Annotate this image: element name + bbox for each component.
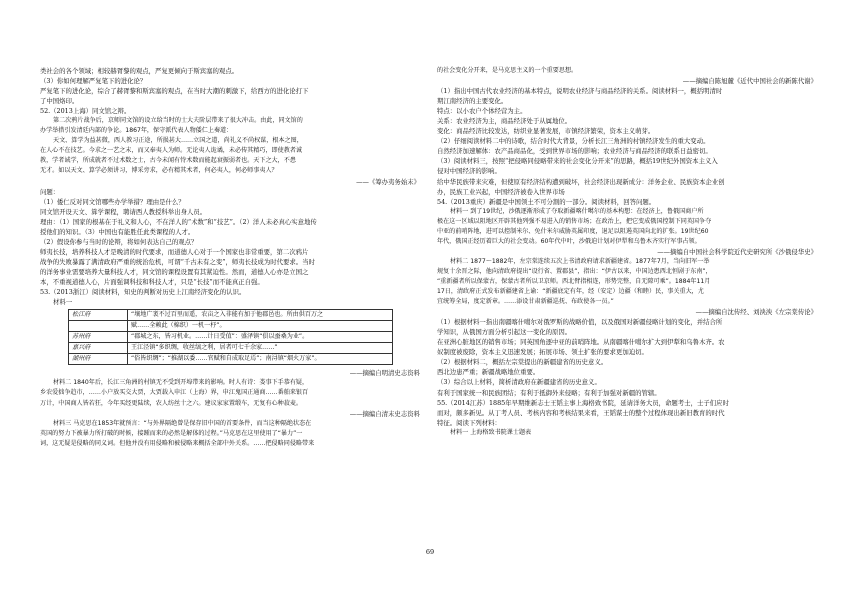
question-line: 侵对中国经济的影响。 xyxy=(437,167,501,176)
source-citation: ——摘编自沈传经、刘泱泱《左宗棠传论》 xyxy=(695,308,817,317)
answer-line: 有利于国家统一和民族团结；有利于抵御外来侵略；有利于加强对新疆的管辖。 xyxy=(437,388,661,397)
table-row xyxy=(69,321,393,332)
source-citation: ——摘编自清末史志资料 xyxy=(349,409,420,418)
table-cell-description: “郡城之东，皆习机业。……计日受值”：盛泽镇“俱以蚕桑为业”。 xyxy=(128,332,393,343)
material-line: 万计，中国商人皆若狂，今年买经更陆续，农人纺丝十之六。建议家家置缎车，无复有心种菽麦。 xyxy=(40,399,303,407)
material-label: 材料一 上海格致书院课士题表 xyxy=(450,428,532,436)
material-line: 材料二 1877～1882年，左宗棠连续五次上书清政府请求新疆建省。1877年7月，当向旧军一举 xyxy=(450,257,710,265)
table-cell-description: “俗皆织绸”；“推湖以委……官赋和自成取足焉”；南浔镇“烟火万家”。 xyxy=(128,354,393,365)
question-line: （2）根据材料二，概括左宗棠提出的新疆建省的历史意义。 xyxy=(437,358,608,367)
table-row xyxy=(69,354,393,365)
text-line: 而对，颇多新见。从丁考人员、考核内容和考核结果来看，王韬谋士的整个过程体现出新旧教育的时代 xyxy=(437,408,725,417)
answer-line: 西北边患严重；新疆战略地位重要。 xyxy=(437,368,540,377)
answer-line: 战争的失败暴露了满清政府严重的统治危机，可谓“千古未有之变”，师夷长技成为时代要求。当时 xyxy=(40,257,315,266)
table-cell-prefecture: 湖州府 xyxy=(69,354,128,365)
table-cell-description: 赋……全赖此（棉织）一机一杼”。 xyxy=(128,321,393,332)
right-column xyxy=(437,66,817,438)
answer-line: 了中国烙印。 xyxy=(40,97,79,106)
answer-line: 授他们的知识。（3）中国也有能胜任此类课程的人才。 xyxy=(40,227,195,236)
question-line: （3）综合以上材料，简析清政府在新疆建省的历史意义。 xyxy=(437,378,601,387)
material-line: 极在这一区域以阻地区开辟其他列强不易进入的销售市场；在政治上，把它变成俄国控制下同英国争夺 xyxy=(437,217,712,225)
answer-line: 特点：以小农户个体经营为主。 xyxy=(437,107,527,116)
source-citation: ——摘编自中国社会科学院近代史研究所《沙俄侵华史》 xyxy=(657,247,817,256)
quote-line: 无才。如以天文、算学必须讲习，博采旁求，必有精其术者，何必夷人，何必师事夷人？ xyxy=(40,167,278,175)
material-line: “重新疆者所以保蒙古，保蒙古者所以卫京师。西北臂指相连，形势完整，自无隙可乘”。1884年11月 xyxy=(437,277,711,285)
table-cell-prefecture: 嘉兴府 xyxy=(69,343,128,354)
source-citation: ——摘编自陈旭麓《近代中国社会的新陈代谢》 xyxy=(682,77,817,86)
material-line: 乡农爱拙争趋市，……小户放买交大贾，大贾载入申江（上海）界，申江鬼国正通商……番舶来银百 xyxy=(40,389,309,397)
question-line: （1）倭仁反对同文馆哪些办学举措？理由是什么？ xyxy=(40,197,185,206)
material-line: 第二次鸦片战争后，京师同文馆的设立给当时的士大夫阶层带来了很大冲击。由此，同文馆的 xyxy=(53,117,303,125)
table-cell-description: 王江泾镇“多织绸，收丝缟之利，居者可七千余家……” xyxy=(128,343,393,354)
quote-line: 在人心不在技艺。今求之一艺之末，而又奉夷人为师。无论夷人诡谲，未必传其精巧，即使教者诚 xyxy=(40,147,303,155)
source-citation: ——《筹办夷务始末》 xyxy=(356,177,420,186)
material-line: 的社会变化分开来，是马克思主义的一个重要思想。 xyxy=(437,67,578,74)
table-cell-prefecture: 松江府 xyxy=(69,310,128,321)
question-line: （1）根据材料一指出南疆喀什噶尔对俄罗斯的战略价值，以及俄国对新疆侵略计划的变化，并结合所 xyxy=(437,318,723,327)
question-label: 问题： xyxy=(40,187,60,196)
answer-line: 同文馆开设天文、算学课程，聘请西人教授科举出身人员。 xyxy=(40,207,207,216)
answer-line: 给中华民族带来灾难，但使原有经济结构遭到破坏，社会经济出现新成分：洋务企业、民族资本企业创 xyxy=(437,177,725,186)
page-number: 69 xyxy=(425,548,435,556)
material-table xyxy=(68,309,393,365)
answer-line: 变化：商品经济比较发达，纺织业显著发展，市镇经济繁荣，资本主义萌芽。 xyxy=(437,127,655,136)
table-cell-description: “壤地广袤不过百里而遥，农亩之入非能有加于他郡邑也。所由供百万之 xyxy=(128,310,393,321)
table-row xyxy=(69,343,393,354)
table-cell-prefecture: 苏州府 xyxy=(69,332,128,343)
material-label: 材料一 xyxy=(53,298,73,307)
left-column xyxy=(40,66,420,449)
answer-line: 在亚洲心脏地区的销售市场；同英国角逐中亚的前哨阵地。从南疆喀什噶尔扩大到伊犁和乌鲁木齐。农 xyxy=(437,338,725,347)
question-line: （3）你如何理解严复笔下的进化论？ xyxy=(40,77,147,86)
answer-line: 的洋务事业需要培养大量科技人才，同文馆的课程设置有其紧迫性。然而，道德人心亦是立国之 xyxy=(40,267,309,276)
material-line: 词，这无疑是侵略的同义词。但他并没有用侵略和被侵略来概括全部中外关系。……把侵略同侵略带来 xyxy=(40,439,315,447)
question-line: （3）阅读材料三，按照“把侵略同侵略带来的社会变化分开来”的思路，概括19世纪外国资本主义入 xyxy=(437,157,718,166)
question-line: （2）仔细阅读材料二中的诗歌，结合时代大背景，分析长江三角洲的村镇经济发生的重大变动。 xyxy=(437,137,710,146)
material-line: 年代，俄国正经历着巨大的社会变动。60年代中叶，沙俄迫计划对伊犁和乌鲁木齐实行军事占领。 xyxy=(437,237,701,245)
question-line: 学知识，从俄国方面分析引起这一变化的原因。 xyxy=(437,328,572,337)
text-line: 类社会的各个领域；相较赫胥黎的观点，严复更倾向于斯宾塞的观点。 xyxy=(40,67,239,75)
answer-line: 师夷长技，培养科技人才是晚清的时代要求，而道德人心对于一个国家也非常重要，第二次鸦片 xyxy=(40,247,309,256)
question-heading: 55.（2014江苏）1885年早期维新志士王韬主事上海格致书院，延请洋务大员，命题考士，士子们应时 xyxy=(437,398,729,407)
material-line: 中亚的前哨阵地，进可以控制米尔、免什米尔威胁英属印度，退足以阻遏英国向北的扩张。19世纪60 xyxy=(437,227,709,235)
material-line: 17日，清政府正式发布新疆建省上谕：“新疆底定有年，经（安定）边疆（和睦）民，事关重大，尤 xyxy=(437,288,704,296)
table-row xyxy=(69,332,393,343)
material-line: 材料二 1840年后，长江三角洲的村镇无不受到开埠带来的影响。时人有诗：娄事下手恭有疑， xyxy=(53,379,309,387)
question-heading: 53.（2013浙江）阅读材料，知史的判断对历史上江南经济变化的认识。 xyxy=(40,288,246,297)
answer-line: 严复笔下的进化论，综合了赫胥黎和斯宾塞的观点，在当时大潮的刺激下，给西方的进化论打下 xyxy=(40,87,309,96)
material-line: 材料三 马克思在1853年就预言：“与外界隔绝曾是保存旧中国的首要条件，而当这种隔绝状态在 xyxy=(53,419,312,427)
table-cell-prefecture xyxy=(69,321,128,332)
material-line: 宜统筹全局，度定新章。……添设甘肃新疆巡抚、布政使各一员。” xyxy=(437,298,614,306)
quote-line: 教，学者诚学，所成就者不过术数之士，古今未闻有恃术数而能起衰振弱者也。天下之大，不患 xyxy=(40,157,296,165)
answer-line: 关系：农业经济为主，商品经济处于从属地位。 xyxy=(437,117,572,126)
answer-line: 自然经济加速解体：农产品商品化，受到世界市场的影响；农业经济与商品经济的联系日益密切。 xyxy=(437,147,712,156)
question-heading: 52.（2013上海）同文馆之辩。 xyxy=(40,107,131,116)
question-line: （2）假设你参与当时的论辩，将如何表达自己的观点？ xyxy=(40,237,198,246)
material-line: 办学举措引发清廷内部的争论。1867年，保守派代表人物倭仁上奏道： xyxy=(40,127,233,135)
answer-line: 奴制度被废除，资本主义迅速发展；拓展市场、领土扩张的要求更加迫切。 xyxy=(437,348,648,357)
material-line: 规复十余晋之际，他向清政府提出“设行省、置郡县”，指出：“伊古以来，中国边患西北恒剧于东南”， xyxy=(437,267,712,275)
material-line: 材料一 到了19世纪，沙俄逐渐形成了夺取新疆喀什噶尔的基本构想：在经济上，鲁俄国商户所 xyxy=(450,207,704,215)
question-line: （1）指出中国古代农业经济的基本特点，说明农业经济与商品经济的关系。阅读材料一，概括明清时 xyxy=(437,87,723,96)
question-heading: 54.（2013重庆）新疆是中国领土不可分割的一部分。阅读材料，回答问题。 xyxy=(437,197,656,206)
table-row xyxy=(69,310,393,321)
answer-line: 理由：（1）国家的根基在于礼义和人心，不在洋人的“术数”和“技艺”。（2）洋人未必真心实意地传 xyxy=(40,217,317,226)
material-line: 英国的努力下被暴力所打破的时候，接踵而来的必然是解体的过程。”马克思在这里使用了“暴力”一 xyxy=(40,429,303,437)
answer-line: 办，民族工业兴起，中国经济被卷入世界市场 xyxy=(437,187,565,196)
source-citation: ——摘编自明清史志资料 xyxy=(349,369,420,378)
text-line: 特征。阅读下列材料： xyxy=(437,418,501,427)
quote-line: 天文、算学为益甚微，西人教习正途，所损甚大……立国之道，尚礼义不尚权谋，根本之图， xyxy=(53,137,303,145)
question-line: 期江南经济的主要变化。 xyxy=(437,97,508,106)
answer-line: 本，不重视道德人心，片面强调科技和科技人才，只是“长技”而不能真正自强。 xyxy=(40,277,264,286)
